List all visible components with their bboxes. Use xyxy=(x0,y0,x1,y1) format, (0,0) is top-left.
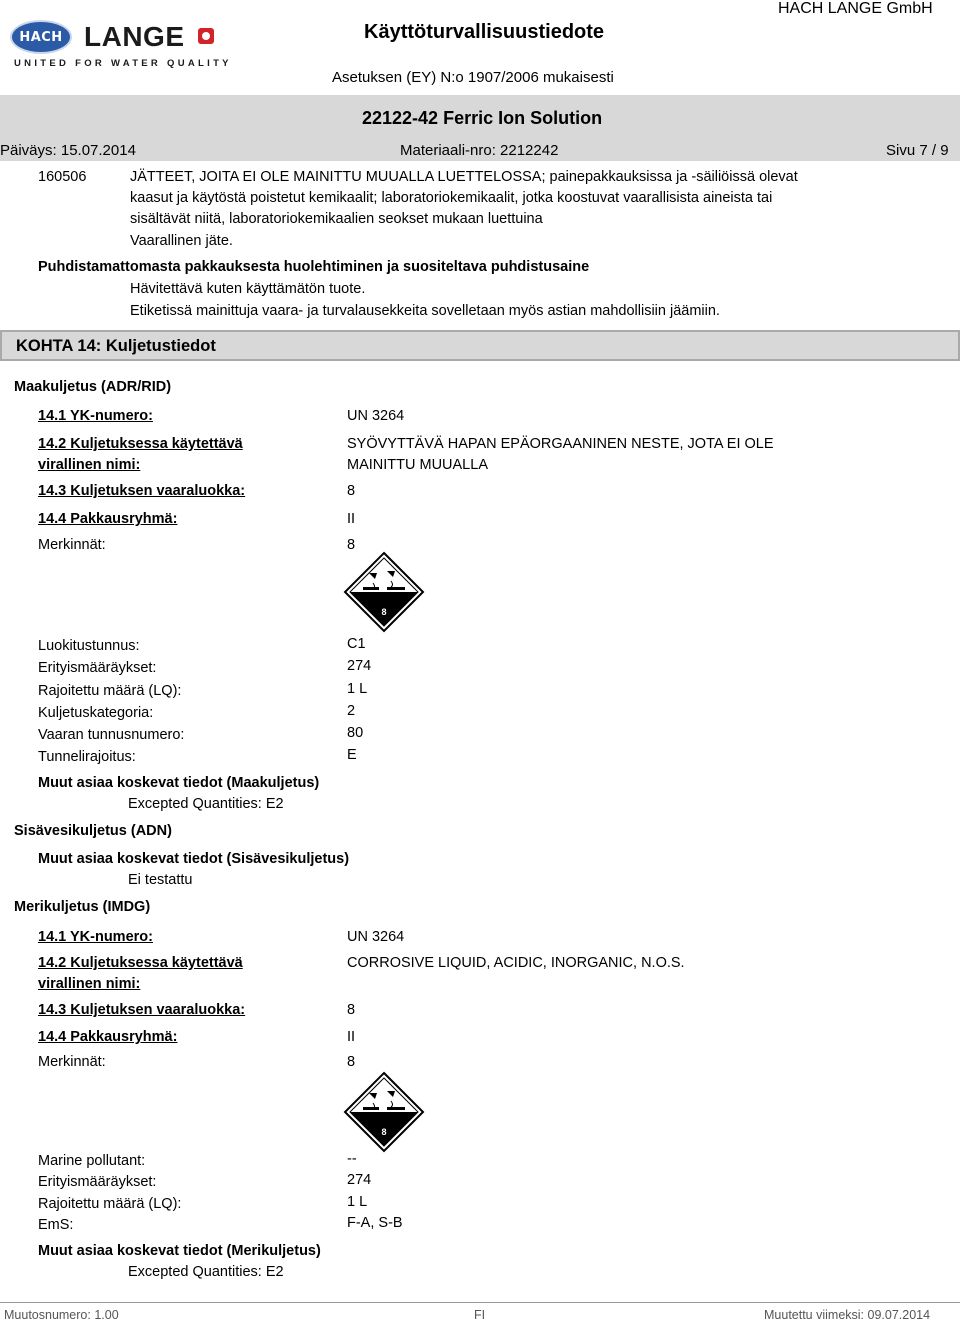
imdg-row-label: Erityismääräykset: xyxy=(38,1174,157,1190)
imdg-heading: Merikuljetus (IMDG) xyxy=(14,899,151,915)
adr-heading: Maakuljetus (ADR/RID) xyxy=(14,379,172,395)
corrosive-hazard-pictogram-icon xyxy=(343,551,425,633)
adr-name-label: 14.2 Kuljetuksessa käytettävä xyxy=(38,436,243,452)
page-number: Sivu 7 / 9 xyxy=(886,142,949,159)
last-modified: Muutettu viimeksi: 09.07.2014 xyxy=(764,1308,931,1322)
waste-line: JÄTTEET, JOITA EI OLE MAINITTU MUUALLA LUETTELOSSA; painepakkauksissa ja -säiliöissä olevat xyxy=(130,169,798,185)
adr-class-value: 8 xyxy=(347,483,356,499)
imdg-row-value: -- xyxy=(347,1151,357,1167)
adr-row-value: 1 L xyxy=(347,681,368,697)
adr-un-value: UN 3264 xyxy=(347,408,405,424)
adr-row-value: C1 xyxy=(347,636,366,652)
imdg-row-value: F-A, S-B xyxy=(347,1215,403,1231)
imdg-row-value: 274 xyxy=(347,1172,372,1188)
adr-other-heading: Muut asiaa koskevat tiedot (Maakuljetus) xyxy=(38,775,320,791)
revision-number: Muutosnumero: 1.00 xyxy=(4,1308,119,1322)
imdg-name-value: CORROSIVE LIQUID, ACIDIC, INORGANIC, N.O.S. xyxy=(347,955,685,971)
waste-line: sisältävät niitä, laboratoriokemikaalien seokset mukaan luettuina xyxy=(130,211,543,227)
adr-row-label: Rajoitettu määrä (LQ): xyxy=(38,683,182,699)
waste-line: Vaarallinen jäte. xyxy=(130,233,233,249)
footer-divider xyxy=(0,1302,960,1303)
imdg-group-value: II xyxy=(347,1029,356,1045)
adr-un-label: 14.1 YK-numero: xyxy=(38,408,153,424)
document-title: Käyttöturvallisuustiedote xyxy=(364,21,605,43)
hach-logo: HACH xyxy=(10,20,72,54)
lange-logo-mark-icon xyxy=(198,28,214,44)
imdg-name-label: 14.2 Kuljetuksessa käytettävä xyxy=(38,955,243,971)
adr-group-value: II xyxy=(347,511,356,527)
adr-other-value: Excepted Quantities: E2 xyxy=(128,796,284,812)
waste-line: kaasut ja käytöstä poistetut kemikaalit; laboratoriokemikaalit, jotka koostuvat vaarallisista aineista tai xyxy=(130,190,773,206)
imdg-row-label: Marine pollutant: xyxy=(38,1153,146,1169)
adr-row-value: 274 xyxy=(347,658,372,674)
adr-row-label: Luokitustunnus: xyxy=(38,638,140,654)
imdg-other-heading: Muut asiaa koskevat tiedot (Merikuljetus) xyxy=(38,1243,321,1259)
adr-row-label: Vaaran tunnusnumero: xyxy=(38,727,185,743)
product-name: 22122-42 Ferric Ion Solution xyxy=(362,108,603,128)
adn-heading: Sisävesikuljetus (ADN) xyxy=(14,823,172,839)
adn-other-value: Ei testattu xyxy=(128,872,193,888)
adn-other-heading: Muut asiaa koskevat tiedot (Sisävesikuljetus) xyxy=(38,851,350,867)
imdg-row-label: Rajoitettu määrä (LQ): xyxy=(38,1196,182,1212)
imdg-row-label: EmS: xyxy=(38,1217,74,1233)
corrosive-hazard-pictogram-icon xyxy=(343,1071,425,1153)
adr-name-value: MAINITTU MUUALLA xyxy=(347,457,488,473)
section-14-title: KOHTA 14: Kuljetustiedot xyxy=(16,337,216,355)
logo-tagline: UNITED FOR WATER QUALITY xyxy=(14,58,232,69)
pictogram-class-number: 8 xyxy=(381,1127,387,1137)
imdg-group-label: 14.4 Pakkausryhmä: xyxy=(38,1029,178,1045)
adr-name-value: SYÖVYTTÄVÄ HAPAN EPÄORGAANINEN NESTE, JOTA EI OLE xyxy=(347,436,774,452)
adr-row-label: Tunnelirajoitus: xyxy=(38,749,136,765)
material-number: Materiaali-nro: 2212242 xyxy=(400,142,559,159)
adr-row-value: E xyxy=(347,747,357,763)
adr-row-value: 2 xyxy=(347,703,356,719)
imdg-name-label: virallinen nimi: xyxy=(38,976,141,992)
language-code: FI xyxy=(474,1308,486,1322)
packaging-line: Hävitettävä kuten käyttämätön tuote. xyxy=(130,281,366,297)
imdg-un-label: 14.1 YK-numero: xyxy=(38,929,153,945)
packaging-line: Etiketissä mainittuja vaara- ja turvalausekkeita sovelletaan myös astian mahdollisiin jäämiin. xyxy=(130,303,720,319)
section-14-header xyxy=(0,330,960,361)
imdg-marks-value: 8 xyxy=(347,1054,356,1070)
company-logo xyxy=(10,18,232,70)
adr-class-label: 14.3 Kuljetuksen vaaraluokka: xyxy=(38,483,246,499)
lange-logo-text: LANGE xyxy=(84,21,185,52)
imdg-marks-label: Merkinnät: xyxy=(38,1054,106,1070)
imdg-class-label: 14.3 Kuljetuksen vaaraluokka: xyxy=(38,1002,246,1018)
company-name: HACH LANGE GmbH xyxy=(778,0,933,17)
imdg-class-value: 8 xyxy=(347,1002,356,1018)
adr-row-label: Kuljetuskategoria: xyxy=(38,705,154,721)
adr-row-label: Erityismääräykset: xyxy=(38,660,157,676)
adr-row-value: 80 xyxy=(347,725,364,741)
print-date: Päiväys: 15.07.2014 xyxy=(0,142,136,159)
waste-code: 160506 xyxy=(38,169,87,185)
adr-marks-label: Merkinnät: xyxy=(38,537,106,553)
imdg-other-value: Excepted Quantities: E2 xyxy=(128,1264,284,1280)
pictogram-class-number: 8 xyxy=(381,607,387,617)
regulation-line: Asetuksen (EY) N:o 1907/2006 mukaisesti xyxy=(332,69,614,86)
packaging-heading: Puhdistamattomasta pakkauksesta huolehtiminen ja suositeltava puhdistusaine xyxy=(38,259,590,275)
imdg-row-value: 1 L xyxy=(347,1194,368,1210)
adr-marks-value: 8 xyxy=(347,537,356,553)
imdg-un-value: UN 3264 xyxy=(347,929,405,945)
adr-name-label: virallinen nimi: xyxy=(38,457,141,473)
adr-group-label: 14.4 Pakkausryhmä: xyxy=(38,511,178,527)
